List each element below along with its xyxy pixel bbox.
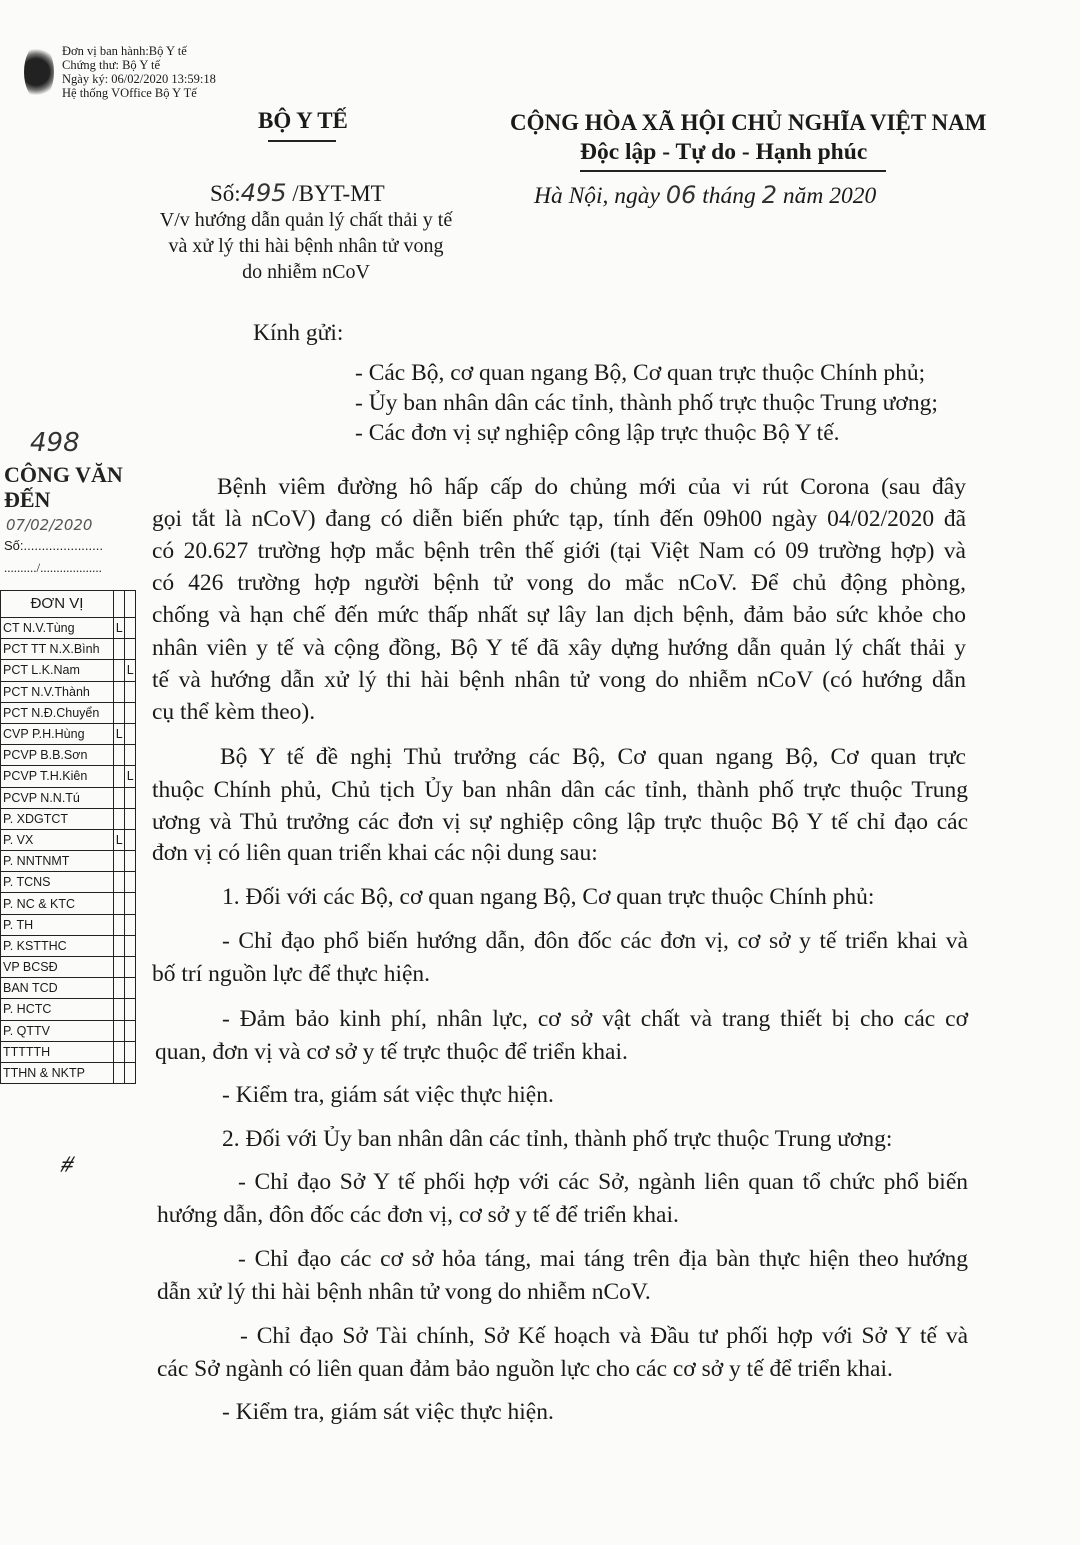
routing-cell [114, 745, 125, 766]
routing-row [1, 808, 136, 829]
routing-cell [114, 639, 125, 660]
handwritten-incoming-number: 498 [30, 428, 80, 458]
routing-cell [125, 681, 136, 702]
unit-name: P. VX [1, 829, 114, 850]
recipient-item: - Các Bộ, cơ quan ngang Bộ, Cơ quan trực thuộc Chính phủ; [355, 360, 926, 386]
stamp-number-label: Số:...................... [4, 538, 103, 553]
subject-line: V/v hướng dẫn quản lý chất thải y tế [159, 209, 453, 231]
routing-cell [125, 1041, 136, 1062]
unit-name: PCT N.Đ.Chuyển [1, 702, 114, 723]
column-header [125, 591, 136, 618]
routing-cell [114, 766, 125, 787]
body-line: dẫn xử lý thi hài bệnh nhân tử vong do nhiễm nCoV. [157, 1279, 651, 1305]
routing-cell [114, 999, 125, 1020]
routing-row [1, 957, 136, 978]
body-line: Bệnh viêm đường hô hấp cấp do chủng mới của vi rút Corona (sau đây [217, 474, 966, 500]
body-line: - Chỉ đạo các cơ sở hỏa táng, mai táng trên địa bàn thực hiện theo hướng [238, 1246, 968, 1272]
routing-row [1, 872, 136, 893]
routing-cell [114, 829, 125, 850]
recipient-item: - Ủy ban nhân dân các tỉnh, thành phố trực thuộc Trung ương; [355, 390, 938, 416]
routing-cell [114, 851, 125, 872]
place-date [534, 181, 876, 210]
unit-name: P. NC & KTC [1, 893, 114, 914]
routing-cell [125, 639, 136, 660]
body-line: gọi tắt là nCoV) đang có diễn biến phức tạp, tính đến 09h00 ngày 04/02/2020 đã [152, 506, 966, 532]
body-line: - Đảm bảo kinh phí, nhân lực, cơ sở vật chất và trang thiết bị cho các cơ [222, 1006, 968, 1032]
number-label: Số: [4, 538, 24, 553]
routing-cell [125, 723, 136, 744]
routing-row [1, 745, 136, 766]
body-line: các Sở ngành có liên quan đảm bảo nguồn lực cho các cơ sở y tế để triển khai. [157, 1356, 893, 1382]
national-motto: Độc lập - Tự do - Hạnh phúc [580, 139, 868, 165]
routing-row [1, 618, 136, 639]
date-month: 2 [761, 181, 777, 209]
handwritten-check-mark: L [126, 769, 134, 784]
signature-line: Hệ thống VOffice Bộ Y Tế [62, 86, 197, 100]
routing-row [1, 1041, 136, 1062]
routing-cell [114, 914, 125, 935]
body-line: có 426 trường hợp người bệnh tử vong do mắc nCoV. Để chủ động phòng, [152, 570, 966, 596]
signature-line: Ngày ký: 06/02/2020 13:59:18 [62, 72, 216, 86]
routing-cell [125, 618, 136, 639]
routing-row [1, 787, 136, 808]
routing-cell [125, 745, 136, 766]
routing-cell [114, 978, 125, 999]
signature-line: Chứng thư: Bộ Y tế [62, 58, 161, 72]
routing-cell [114, 893, 125, 914]
handwritten-check-mark: L [115, 832, 123, 847]
unit-name: P. HCTC [1, 999, 114, 1020]
routing-cell [125, 702, 136, 723]
routing-row [1, 999, 136, 1020]
routing-cell [125, 935, 136, 956]
routing-cell [125, 872, 136, 893]
handwritten-incoming-date: 07/02/2020 [6, 516, 93, 534]
body-line: - Kiểm tra, giám sát việc thực hiện. [222, 1082, 554, 1108]
routing-cell [125, 957, 136, 978]
unit-name: PCT N.V.Thành [1, 681, 114, 702]
routing-row [1, 1020, 136, 1041]
routing-cell [114, 872, 125, 893]
country-name: CỘNG HÒA XÃ HỘI CHỦ NGHĨA VIỆT NAM [510, 110, 987, 135]
routing-cell [125, 999, 136, 1020]
routing-row [1, 702, 136, 723]
routing-row [1, 851, 136, 872]
body-line: quan, đơn vị và cơ sở y tế trực thuộc để triển khai. [155, 1039, 628, 1065]
routing-cell [125, 829, 136, 850]
subject [150, 207, 462, 285]
routing-cell [125, 914, 136, 935]
motto-underline [580, 170, 886, 172]
unit-name: PCVP B.B.Sơn [1, 745, 114, 766]
routing-cell [114, 723, 125, 744]
body-line: hướng dẫn, đôn đốc các đơn vị, cơ sở y tế để triển khai. [157, 1202, 679, 1228]
routing-row [1, 935, 136, 956]
routing-cell [114, 660, 125, 681]
recipients-label: Kính gửi: [253, 320, 344, 346]
date-month-label: tháng [702, 183, 756, 209]
handwritten-check-mark: L [126, 663, 134, 678]
unit-name: P. NNTNMT [1, 851, 114, 872]
routing-cell [125, 787, 136, 808]
body-line: 1. Đối với các Bộ, cơ quan ngang Bộ, Cơ quan trực thuộc Chính phủ: [222, 884, 875, 910]
unit-name: P. KSTTHC [1, 935, 114, 956]
routing-row [1, 681, 136, 702]
routing-cell [114, 957, 125, 978]
body-line: chống và hạn chế đến mức thấp nhất sự lây lan dịch bệnh, đảm bảo sức khỏe cho [152, 602, 966, 628]
date-place: Hà Nội, ngày [534, 183, 660, 209]
routing-cell [114, 681, 125, 702]
routing-cell [114, 1062, 125, 1083]
unit-name: P. TCNS [1, 872, 114, 893]
agency-underline [268, 140, 336, 142]
unit-name: CVP P.H.Hùng [1, 723, 114, 744]
handwritten-check-mark: L [115, 621, 123, 636]
unit-name: PCT L.K.Nam [1, 660, 114, 681]
handwritten-initials: ⧣ [60, 1150, 73, 1175]
unit-name: PCVP N.N.Tú [1, 787, 114, 808]
subject-line: do nhiễm nCoV [242, 261, 370, 283]
routing-cell [125, 766, 136, 787]
body-line: cụ thể kèm theo). [152, 699, 316, 725]
routing-table [0, 590, 136, 1084]
routing-cell [125, 893, 136, 914]
handwritten-check-mark: L [115, 727, 123, 742]
body-line: - Kiểm tra, giám sát việc thực hiện. [222, 1399, 554, 1425]
routing-cell [125, 660, 136, 681]
body-line: thuộc Chính phủ, Chủ tịch Ủy ban nhân dân các tỉnh, thành phố trực thuộc Trung [152, 777, 968, 803]
body-line: đơn vị có liên quan triển khai các nội dung sau: [152, 840, 598, 866]
routing-row [1, 766, 136, 787]
issuing-agency: BỘ Y TẾ [258, 108, 348, 133]
routing-cell [125, 1020, 136, 1041]
routing-cell [125, 808, 136, 829]
routing-cell [114, 1020, 125, 1041]
body-line: - Chỉ đạo Sở Y tế phối hợp với các Sở, ngành liên quan tổ chức phổ biến [238, 1169, 968, 1195]
digital-signature-seal [24, 44, 54, 100]
document-number [210, 179, 385, 207]
routing-row [1, 660, 136, 681]
column-header [114, 591, 125, 618]
unit-name: P. TH [1, 914, 114, 935]
body-line: - Chỉ đạo phổ biến hướng dẫn, đôn đốc các đơn vị, cơ sở y tế triển khai và [222, 928, 968, 954]
unit-name: TTTTTH [1, 1041, 114, 1062]
signature-line: Đơn vị ban hành:Bộ Y tế [62, 44, 187, 58]
stamp-title: CÔNG VĂN ĐẾN [4, 462, 123, 512]
unit-name: CT N.V.Tùng [1, 618, 114, 639]
routing-cell [125, 978, 136, 999]
body-line: - Chỉ đạo Sở Tài chính, Sở Kế hoạch và Đầu tư phối hợp với Sở Y tế và [240, 1323, 968, 1349]
routing-cell [125, 1062, 136, 1083]
column-header-unit: ĐƠN VỊ [1, 591, 114, 618]
number-prefix: Số: [210, 181, 241, 206]
body-line: tế và hướng dẫn xử lý thi hài bệnh nhân tử vong do nhiễm nCoV (có hướng dẫn [152, 667, 966, 693]
body-line: bố trí nguồn lực để thực hiện. [152, 961, 431, 987]
routing-cell [114, 1041, 125, 1062]
routing-cell [114, 618, 125, 639]
unit-name: BAN TCD [1, 978, 114, 999]
routing-row [1, 978, 136, 999]
stamp-dotted-line: ........../................... [4, 560, 102, 575]
handwritten-number: 495 [240, 179, 287, 207]
body-line: có 20.627 trường hợp mắc bệnh trên thế giới (tại Việt Nam có 09 trường hợp) và [152, 538, 966, 564]
routing-cell [114, 787, 125, 808]
routing-row [1, 639, 136, 660]
body-line: ương và Thủ trưởng các đơn vị sự nghiệp công lập trực thuộc Bộ Y tế chỉ đạo các [152, 809, 968, 835]
unit-name: P. QTTV [1, 1020, 114, 1041]
routing-cell [114, 702, 125, 723]
routing-cell [114, 935, 125, 956]
subject-line: và xử lý thi hài bệnh nhân tử vong [168, 235, 444, 257]
recipient-item: - Các đơn vị sự nghiệp công lập trực thuộc Bộ Y tế. [355, 420, 840, 446]
routing-row [1, 723, 136, 744]
unit-name: PCT TT N.X.Bình [1, 639, 114, 660]
routing-row [1, 1062, 136, 1083]
unit-name: VP BCSĐ [1, 957, 114, 978]
unit-name: P. XDGTCT [1, 808, 114, 829]
date-year: năm 2020 [782, 183, 877, 209]
routing-row [1, 914, 136, 935]
routing-row [1, 829, 136, 850]
body-line: nhân viên y tế và cộng đồng, Bộ Y tế đã xây dựng hướng dẫn quản lý chất thải y [152, 635, 966, 661]
unit-name: PCVP T.H.Kiên [1, 766, 114, 787]
number-suffix: /BYT-MT [292, 181, 385, 206]
unit-name: TTHN & NKTP [1, 1062, 114, 1083]
body-line: 2. Đối với Ủy ban nhân dân các tỉnh, thành phố trực thuộc Trung ương: [222, 1126, 893, 1152]
routing-cell [114, 808, 125, 829]
routing-cell [125, 851, 136, 872]
routing-row [1, 893, 136, 914]
date-day: 06 [665, 181, 697, 209]
body-line: Bộ Y tế đề nghị Thủ trưởng các Bộ, Cơ quan ngang Bộ, Cơ quan trực [220, 744, 966, 770]
